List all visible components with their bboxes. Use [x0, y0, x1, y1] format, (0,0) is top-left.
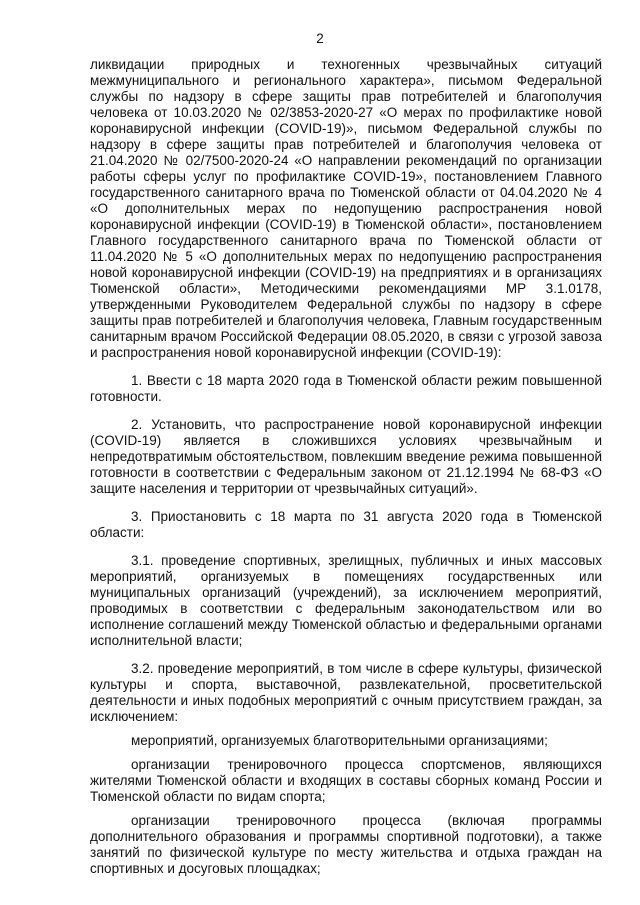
page-number: 2 [316, 31, 324, 46]
paragraph-item-3: 3. Приостановить с 18 марта по 31 августа 2020 года в Тюменской области: [90, 509, 602, 540]
paragraph-item-2: 2. Установить, что распространение новой коронавирусной инфекции (COVID-19) является в сложившихся условиях чрезвычайным и непредотвратимым обстоятельством, повлекшим введение режима повышенной готовности в соответствии с Федеральным законом от 21.12.1994 № 68-ФЗ «О защите населения и территории от чрезвычайных ситуаций». [90, 417, 602, 496]
paragraph-item-1: 1. Ввести с 18 марта 2020 года в Тюменской области режим повышенной готовности. [90, 373, 602, 404]
paragraph-item-3-1: 3.1. проведение спортивных, зрелищных, публичных и иных массовых мероприятий, организуемых в помещениях государственных или муниципальных организаций (учреждений), за исключением мероприятий, проводимых в соответствии с федеральным законодательством или во исполнение соглашений между Тюменской областью и федеральными органами исполнительной власти; [90, 553, 602, 648]
paragraph-exception-athletes: организации тренировочного процесса спортсменов, являющихся жителями Тюменской области и входящих в составы сборных команд России и Тюменской области по видам спорта; [90, 757, 602, 804]
paragraph-preamble-continuation: ликвидации природных и техногенных чрезвычайных ситуаций межмуниципального и регионального характера», письмом Федеральной службы по надзору в сфере защиты прав потребителей и благополучия человека от 10.03.2020 № 02/3853-2020-27 «О мерах по профилактике новой коронавирусной инфекции (COVID-19)», письмом Федеральной службы по надзору в сфере защиты прав потребителей и благополучия человека от 21.04.2020 № 02/7500-2020-24 «О направлении рекомендаций по организации работы сферы услуг по профилактике COVID-19», постановлением Главного государственного санитарного врача по Тюменской области от 04.04.2020 № 4 «О дополнительных мерах по недопущению распространения новой коронавирусной инфекции (COVID-19) в Тюменской области», постановлением Главного государственного санитарного врача по Тюменской области от 11.04.2020 № 5 «О дополнительных мерах по недопущению распространения новой коронавирусной инфекции (COVID-19) на предприятиях и в организациях Тюменской области», Методическими рекомендациями МР 3.1.0178, утвержденными Руководителем Федеральной службы по надзору в сфере защиты прав потребителей и благополучия человека, Главным государственным санитарным врачом Российской Федерации 08.05.2020, в связи с угрозой завоза и распространения новой коронавирусной инфекции (COVID-19): [90, 57, 602, 360]
document-body [90, 57, 602, 877]
paragraph-exception-charity: мероприятий, организуемых благотворительными организациями; [131, 733, 548, 748]
paragraph-exception-training: организации тренировочного процесса (включая программы дополнительного образования и программы спортивной подготовки), а также занятий по физической культуре по месту жительства и отдыха граждан на спортивных и досуговых площадках; [90, 813, 602, 876]
paragraph-item-3-2: 3.2. проведение мероприятий, в том числе в сфере культуры, физической культуры и спорта, выставочной, развлекательной, просветительской деятельности и иных подобных мероприятий с очным присутствием граждан, за исключением: [90, 661, 602, 724]
